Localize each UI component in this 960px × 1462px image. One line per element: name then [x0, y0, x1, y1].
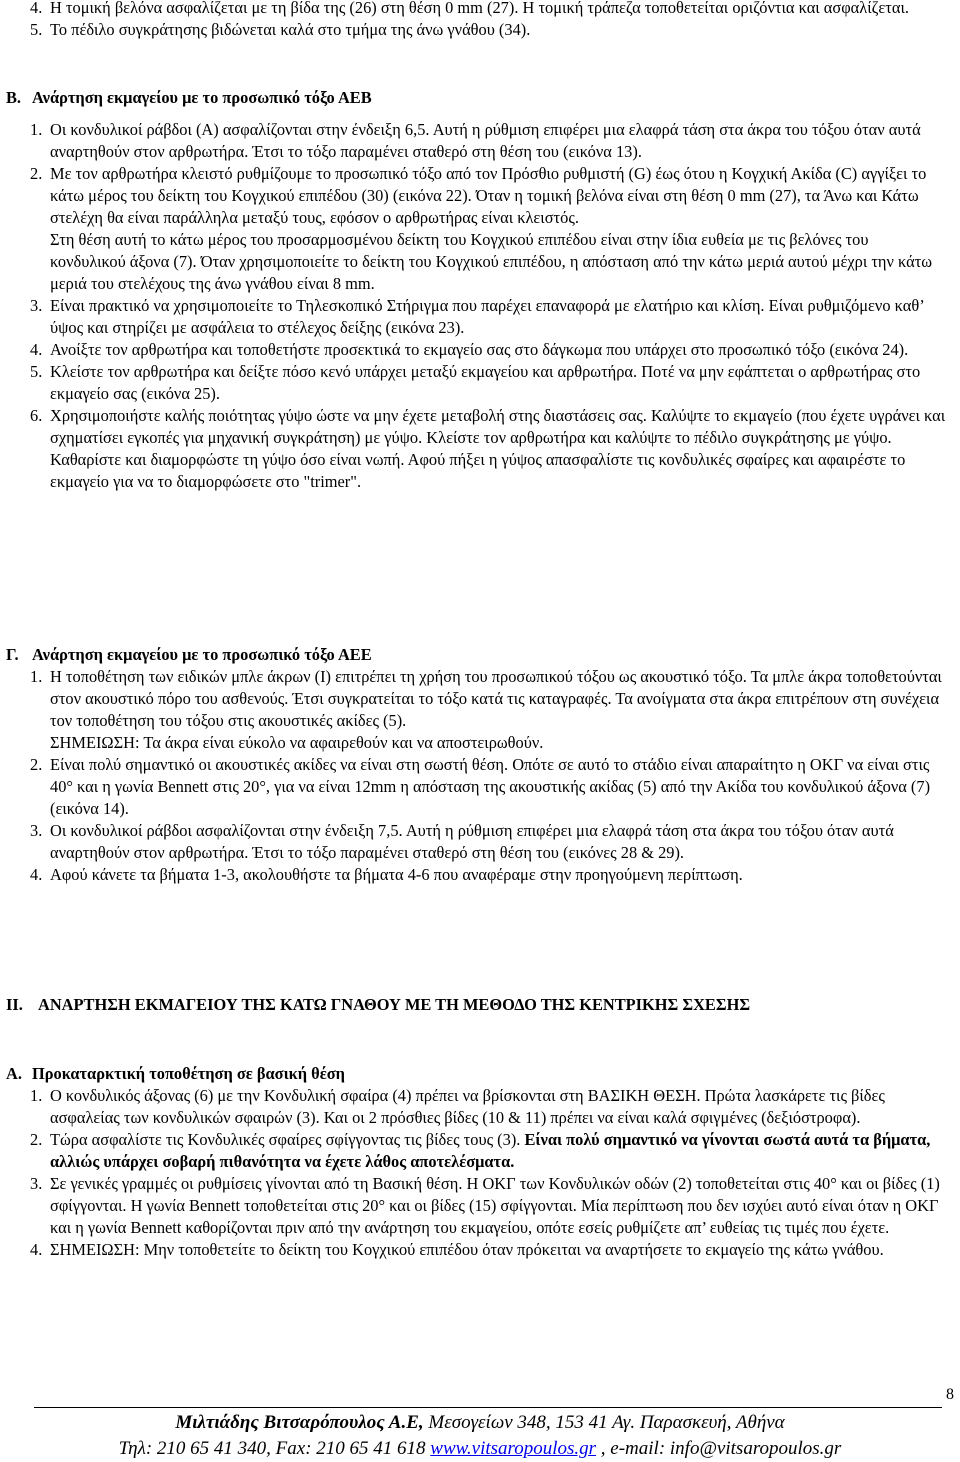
footer-address: Μιλτιάδης Βιτσαρόπουλος Α.Ε, Μεσογείων 348, 153 41 Αγ. Παρασκευή, Αθήνα [175, 1412, 785, 1433]
list-item: 1. Η τοποθέτηση των ειδικών μπλε άκρων (I) επιτρέπει τη χρήση του προσωπικού τόξου ως ακουστικό τόξο. Τα μπλε άκρα τοποθετούνται στον ακουστικό πόρο του ασθενούς. Έτσι συγκρατείται το τόξο κατά τις καταγραφές. Τα ανοίγματα στα άκρα επιτρέπουν στη συνέχεια τον τοποθέτηση του τόξου στις ακουστικές ακίδες (5). ΣΗΜΕΙΩΣΗ: Τα άκρα είναι εύκολο να αφαιρεθούν και να αποστειρωθούν. [30, 667, 942, 752]
section-b [0, 87, 960, 493]
section-a [0, 1063, 960, 1261]
list-item: 4. Αφού κάνετε τα βήματα 1-3, ακολουθήστε τα βήματα 4-6 που αναφέραμε στην προηγούμενη περίπτωση. [30, 865, 743, 884]
page-number: 8 [946, 1386, 954, 1403]
list-item: 4. Η τομική βελόνα ασφαλίζεται με τη βίδα της (26) στη θέση 0 mm (27). Η τομική τράπεζα τοποθετείται οριζόντια και ασφαλίζεται. [30, 0, 909, 17]
section-ii-heading: II. ΑΝΑΡΤΗΣΗ ΕΚΜΑΓΕΙΟΥ ΤΗΣ ΚΑΤΩ ΓΝΑΘΟΥ ΜΕ ΤΗ ΜΕΘΟΔΟ ΤΗΣ ΚΕΝΤΡΙΚΗΣ ΣΧΕΣΗΣ [6, 995, 751, 1014]
section-c [0, 644, 960, 886]
section-c-heading: Γ. Ανάρτηση εκμαγείου με το προσωπικό τόξο ΑΕΕ [6, 645, 372, 664]
list-item: 4. Ανοίξτε τον αρθρωτήρα και τοποθετήστε προσεκτικά το εκμαγείο σας στο δάγκωμα που υπάρχει στο προσωπικό τόξο (εικόνα 24). [30, 340, 909, 359]
list-item: 6. Χρησιμοποιήστε καλής ποιότητας γύψο ώστε να μην έχετε μεταβολή στης διαστάσεις σας. Καλύψτε το εκμαγείο (που έχετε υγράνει και σχηματίσει εγκοπές για μηχανική συγκράτηση) με γύψο. Κλείστε τον αρθρωτήρα και καλύψτε το πέδιλο συγκράτησης με γύψο. Καθαρίστε και διαμορφώστε τη γύψο όσο είναι νωπή. Αφού πήξει η γύψος απασφαλίστε τις κονδυλικές σφαίρες και αφαιρέστε το εκμαγείο για να το διαμορφώσετε στο "trimer". [30, 406, 946, 491]
list-item: 3. Είναι πρακτικό να χρησιμοποιείτε το Τηλεσκοπικό Στήριγμα που παρέχει επαναφορά με ελατήριο και κλίση. Είναι ρυθμιζόμενο καθ’ ύψος και στηρίζει με ασφάλεια το στέλεχος δείξης (εικόνα 23). [30, 296, 924, 337]
list-item: 1. Οι κονδυλικοί ράβδοι (A) ασφαλίζονται στην ένδειξη 6,5. Αυτή η ρύθμιση επιφέρει μια ελαφρά τάση στα άκρα του τόξου όταν αυτά αναρτηθούν στον αρθρωτήρα. Έτσι το τόξο παραμένει σταθερό στη θέση του (εικόνα 13). [30, 120, 921, 161]
footer-divider [34, 1407, 942, 1408]
top-list [0, 0, 960, 41]
footer-contact: Τηλ: 210 65 41 340, Fax: 210 65 41 618 www.vitsaropoulos.gr , e-mail: info@vitsaropoulos.gr [118, 1438, 842, 1459]
list-item: 2. Με τον αρθρωτήρα κλειστό ρυθμίζουμε το προσωπικό τόξο από τον Πρόσθιο ρυθμιστή (G) έως ότου η Κογχική Ακίδα (C) αγγίξει το κάτω μέρος του δείκτη του Κογχικού επιπέδου (30) (εικόνα 22). Όταν η τομική βελόνα είναι στη θέση 0 mm (27), τα Άνω και Κάτω στελέχη θα είναι παράλληλα μεταξύ τους, εφόσον ο αρθρωτήρας είναι κλειστός. Στη θέση αυτή το κάτω μέρος του προσαρμοσμένου δείκτη του Κογχικού επιπέδου είναι στην ίδια ευθεία με τις βελόνες του κονδυλικού άξονα (7). Όταν χρησιμοποιείτε το δείκτη του Κογχικού επιπέδου, η απόσταση από την κάτω μεριά αυτού μέχρι την κάτω μεριά του στελέχους της άνω γνάθου είναι 8 mm. [30, 164, 933, 293]
list-item: 3. Οι κονδυλικοί ράβδοι ασφαλίζονται στην ένδειξη 7,5. Αυτή η ρύθμιση επιφέρει μια ελαφρά τάση στα άκρα του τόξου όταν αυτά αναρτηθούν στον αρθρωτήρα. Έτσι το τόξο παραμένει σταθερό στη θέση του (εικόνες 28 & 29). [30, 821, 894, 862]
list-item: 1. Ο κονδυλικός άξονας (6) με την Κονδυλική σφαίρα (4) πρέπει να βρίσκονται στη ΒΑΣΙΚΗ ΘΕΣΗ. Πρώτα λασκάρετε τις βίδες ασφαλείας των κονδυλικών σφαιρών (3). Και οι 2 πρόσθιες βίδες (10 & 11) πρέπει να είναι καλά σφιγμένες (δεξιόστροφα). [30, 1086, 885, 1127]
list-item: 4. ΣΗΜΕΙΩΣΗ: Μην τοποθετείτε το δείκτη του Κογχικού επιπέδου όταν πρόκειται να αναρτήσετε το εκμαγείο της κάτω γνάθου. [30, 1240, 884, 1259]
website-link[interactable]: www.vitsaropoulos.gr [430, 1438, 597, 1459]
list-item: 5. Κλείστε τον αρθρωτήρα και δείξτε πόσο κενό υπάρχει μεταξύ εκμαγείου και αρθρωτήρα. Ποτέ να μην εφάπτεται ο αρθρωτήρας στο εκμαγείο σας (εικόνα 25). [30, 362, 921, 403]
list-item: 3. Σε γενικές γραμμές οι ρυθμίσεις γίνονται από τη Βασική θέση. Η ΟΚΓ των Κονδυλικών οδών (2) τοποθετείται στις 40° και οι βίδες (1) σφίγγονται. Η γωνία Bennett τοποθετείται στις 20° και οι βίδες (15) σφίγγονται. Μία περίπτωση που δεν ισχύει αυτό είναι όταν η ΟΚΓ και η γωνία Bennett καθορίζονται πριν από την ανάρτηση του εκμαγείου, οπότε εσείς ρυθμίζετε απ’ ευθείας τις τιμές που έχετε. [30, 1174, 940, 1237]
list-item: 5. Το πέδιλο συγκράτησης βιδώνεται καλά στο τμήμα της άνω γνάθου (34). [30, 20, 531, 39]
section-a-heading: Α. Προκαταρκτική τοποθέτηση σε βασική θέση [6, 1064, 345, 1083]
list-item: 2. Τώρα ασφαλίστε τις Κονδυλικές σφαίρες σφίγγοντας τις βίδες τους (3). Είναι πολύ σημαντικό να γίνονται σωστά αυτά τα βήματα, αλλιώς υπάρχει σοβαρή πιθανότητα να έχετε λάθος αποτελέσματα. [30, 1130, 931, 1171]
list-item: 2. Είναι πολύ σημαντικό οι ακουστικές ακίδες να είναι στη σωστή θέση. Οπότε σε αυτό το στάδιο είναι απαραίτητο η ΟΚΓ να είναι στις 40° και η γωνία Bennett στις 20°, για να είναι 12mm η απόσταση της ακουστικής ακίδας (5) από την Ακίδα του κονδυλικού άξονα (7) (εικόνα 14). [30, 755, 931, 818]
section-b-heading: Β. Ανάρτηση εκμαγείου με το προσωπικό τόξο ΑΕΒ [6, 88, 372, 107]
